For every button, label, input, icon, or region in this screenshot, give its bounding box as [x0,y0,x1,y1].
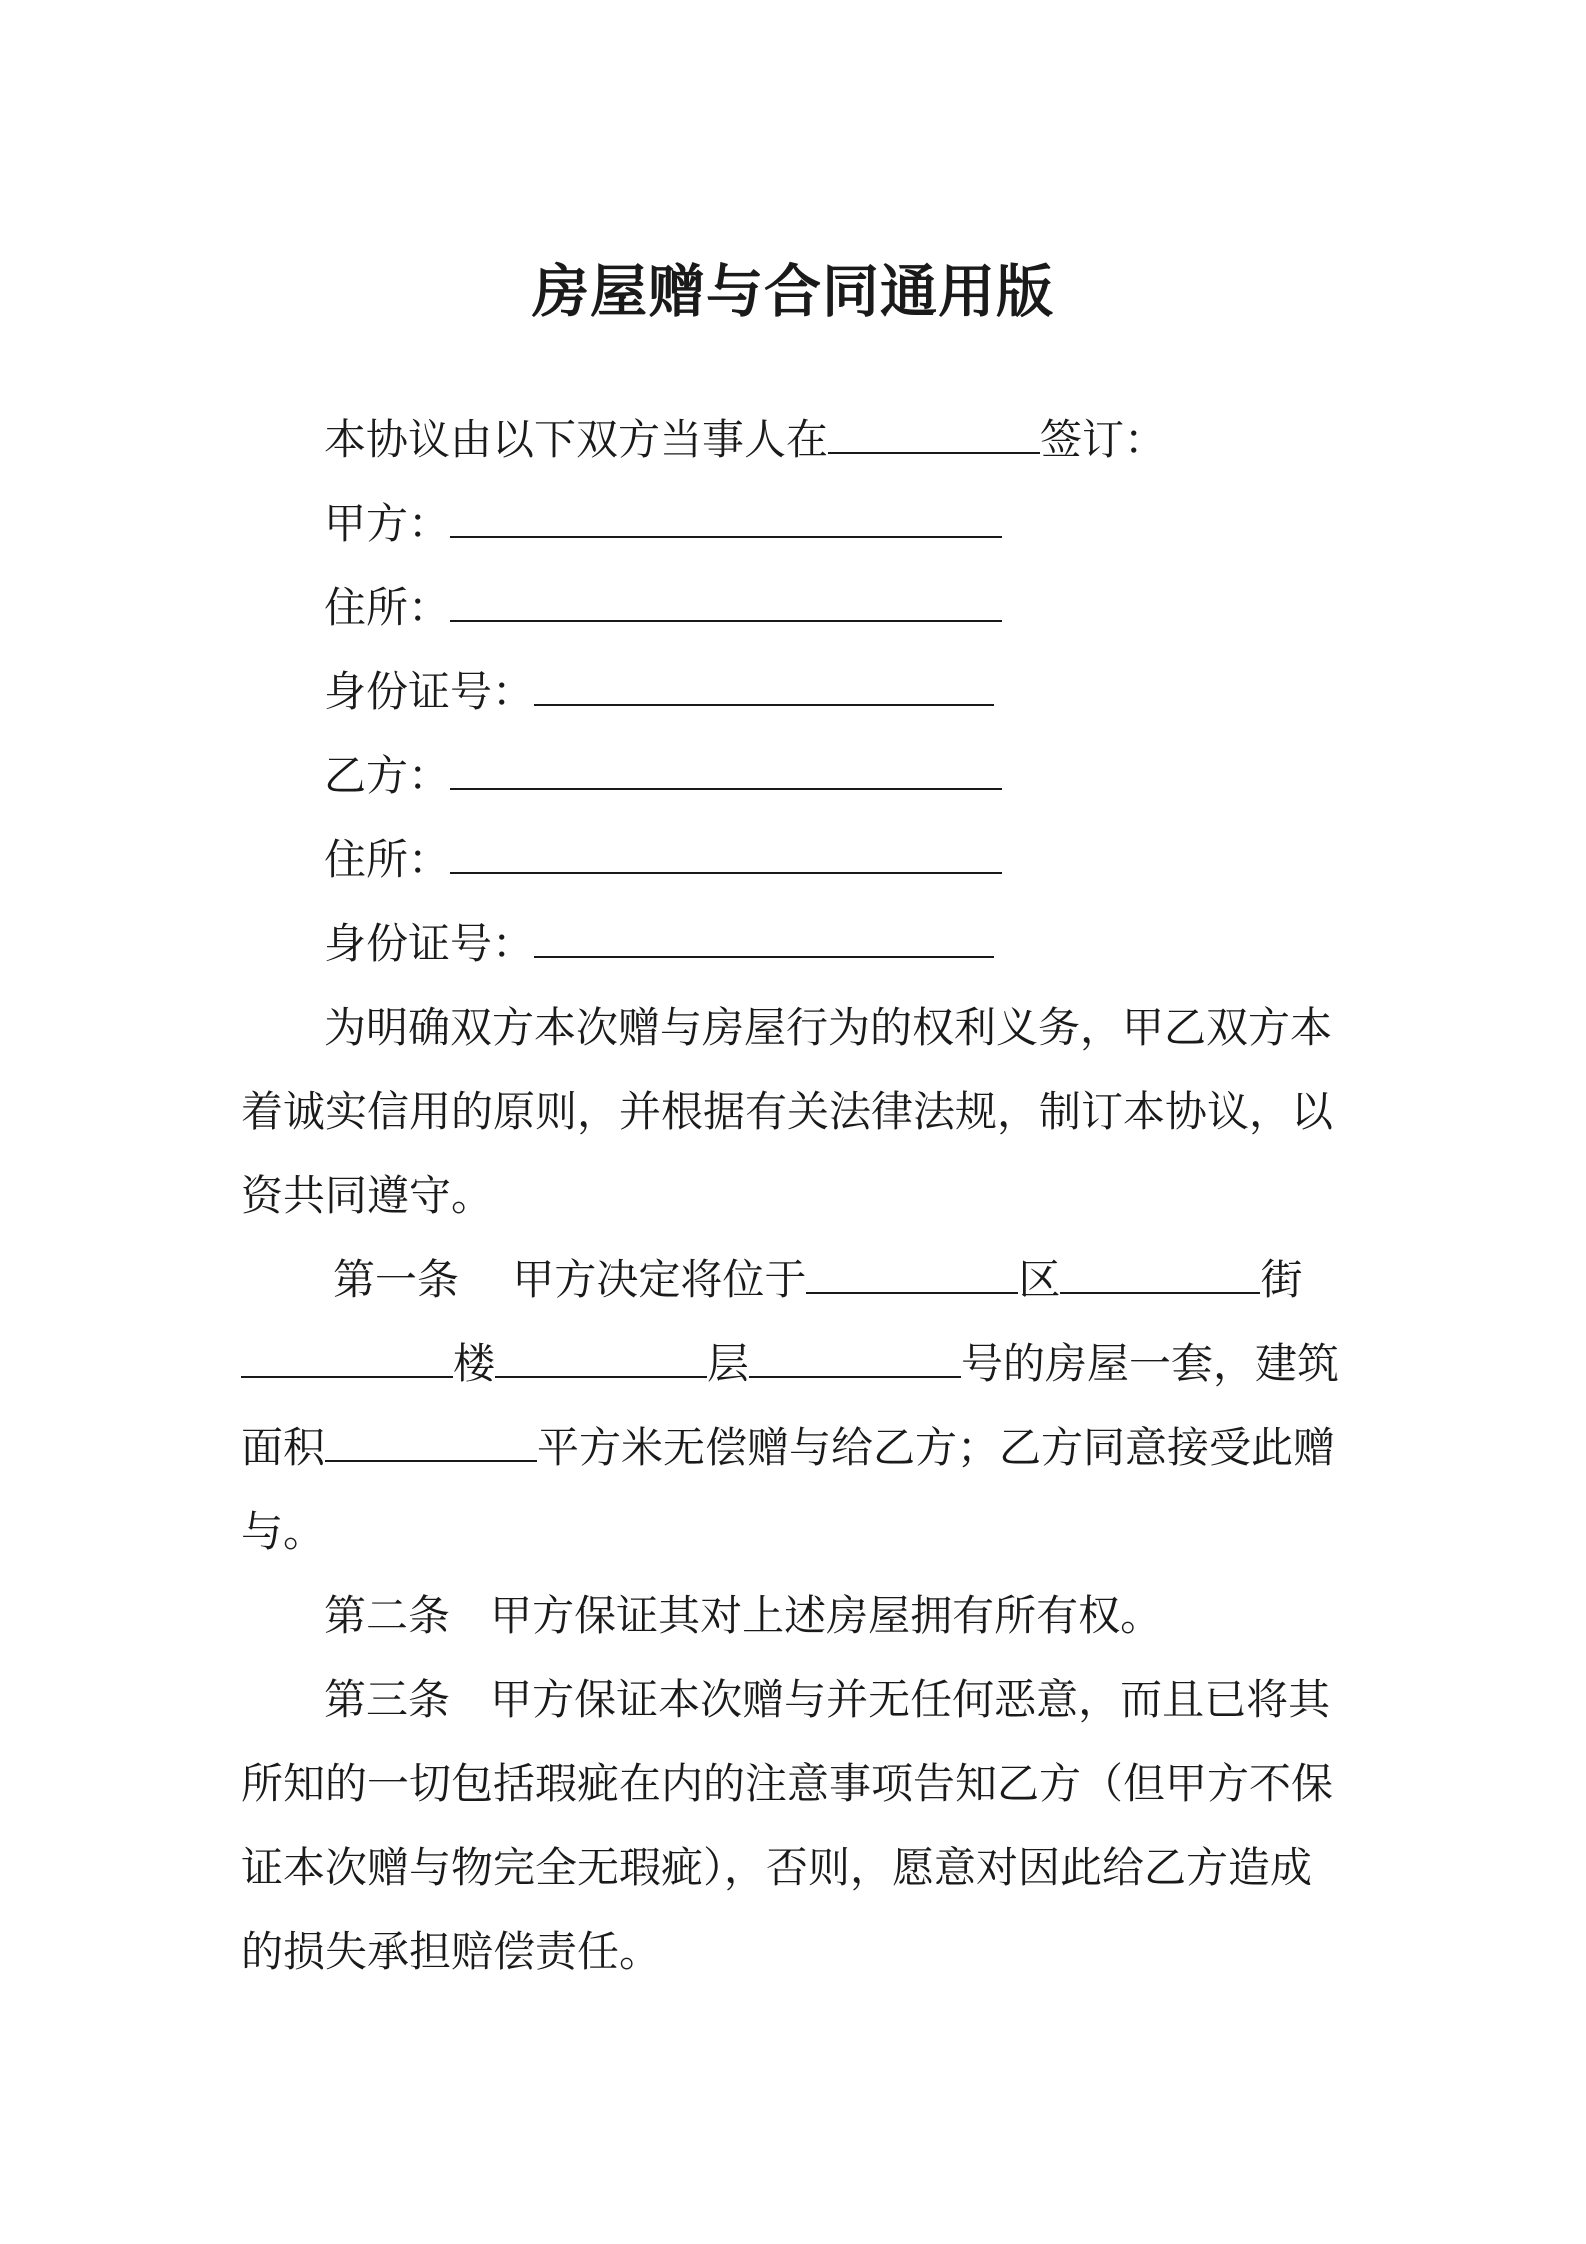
article1-area-prefix: 面积 [241,1423,326,1472]
article3-line-3: 证本次赠与物完全无瑕疵），否则，愿意对因此给乙方造成 [241,1843,1313,1892]
article1-district: 区 [1018,1255,1061,1304]
article3-line-2: 所知的一切包括瑕疵在内的注意事项告知乙方（但甲方不保 [241,1759,1334,1808]
preamble-line-3: 资共同遵守。 [241,1171,494,1220]
article1-building-blank [495,1340,707,1378]
party-b-id-line [324,914,994,974]
preamble-line-2: 着诚实信用的原则，并根据有关法律法规，制订本协议，以 [241,1087,1334,1136]
article1-area-suffix: 平方米无偿赠与给乙方；乙方同意接受此赠 [537,1423,1336,1472]
party-a-line [324,494,1002,554]
article1-floor: 层 [707,1339,750,1388]
party-a-id-line [324,662,994,722]
intro-prefix: 本协议由以下双方当事人在 [324,415,829,464]
article3-line-1 [324,1670,1330,1730]
article1-street: 街 [1260,1255,1303,1304]
intro-line [324,410,1166,470]
party-b-address-label: 住所： [324,835,451,884]
party-a-blank [450,500,1002,538]
party-a-label: 甲方： [324,499,451,548]
party-b-address-blank [450,836,1002,874]
article2-line [324,1586,1162,1646]
party-b-label: 乙方： [324,751,451,800]
party-b-address-line [324,830,1002,890]
party-a-id-label: 身份证号： [324,667,535,716]
article1-district-blank [1060,1256,1260,1294]
party-b-line [324,746,1002,806]
signing-place-blank [828,416,1040,454]
party-a-address-blank [450,584,1002,622]
party-b-blank [450,752,1002,790]
document-title: 房屋赠与合同通用版 [532,259,1054,325]
article1-line-2 [241,1334,1339,1394]
party-b-id-blank [534,920,994,958]
article3-heading: 第三条 [324,1675,451,1724]
party-b-id-label: 身份证号： [324,919,535,968]
article3-text-1: 甲方保证本次赠与并无任何恶意，而且已将其 [490,1675,1331,1724]
article1-line-4: 与。 [241,1507,326,1556]
article1-heading: 第一条 [333,1255,460,1304]
article1-location-blank [806,1256,1018,1294]
party-a-address-label: 住所： [324,583,451,632]
preamble-line-1: 为明确双方本次赠与房屋行为的权利义务，甲乙双方本 [324,1003,1333,1052]
article1-text-a: 甲方决定将位于 [512,1255,807,1304]
article1-line-3 [241,1418,1335,1478]
article1-street-blank [241,1340,453,1378]
intro-suffix: 签订： [1040,415,1167,464]
article1-number-suffix: 号的房屋一套，建筑 [961,1339,1340,1388]
party-a-id-blank [534,668,994,706]
article1-line-1 [333,1250,1302,1310]
article1-building: 楼 [453,1339,496,1388]
article2-text: 甲方保证其对上述房屋拥有所有权。 [490,1591,1163,1640]
article1-floor-blank [749,1340,961,1378]
article1-area-blank [325,1424,537,1462]
article3-line-4: 的损失承担赔偿责任。 [241,1927,662,1976]
party-a-address-line [324,578,1002,638]
article2-heading: 第二条 [324,1591,451,1640]
